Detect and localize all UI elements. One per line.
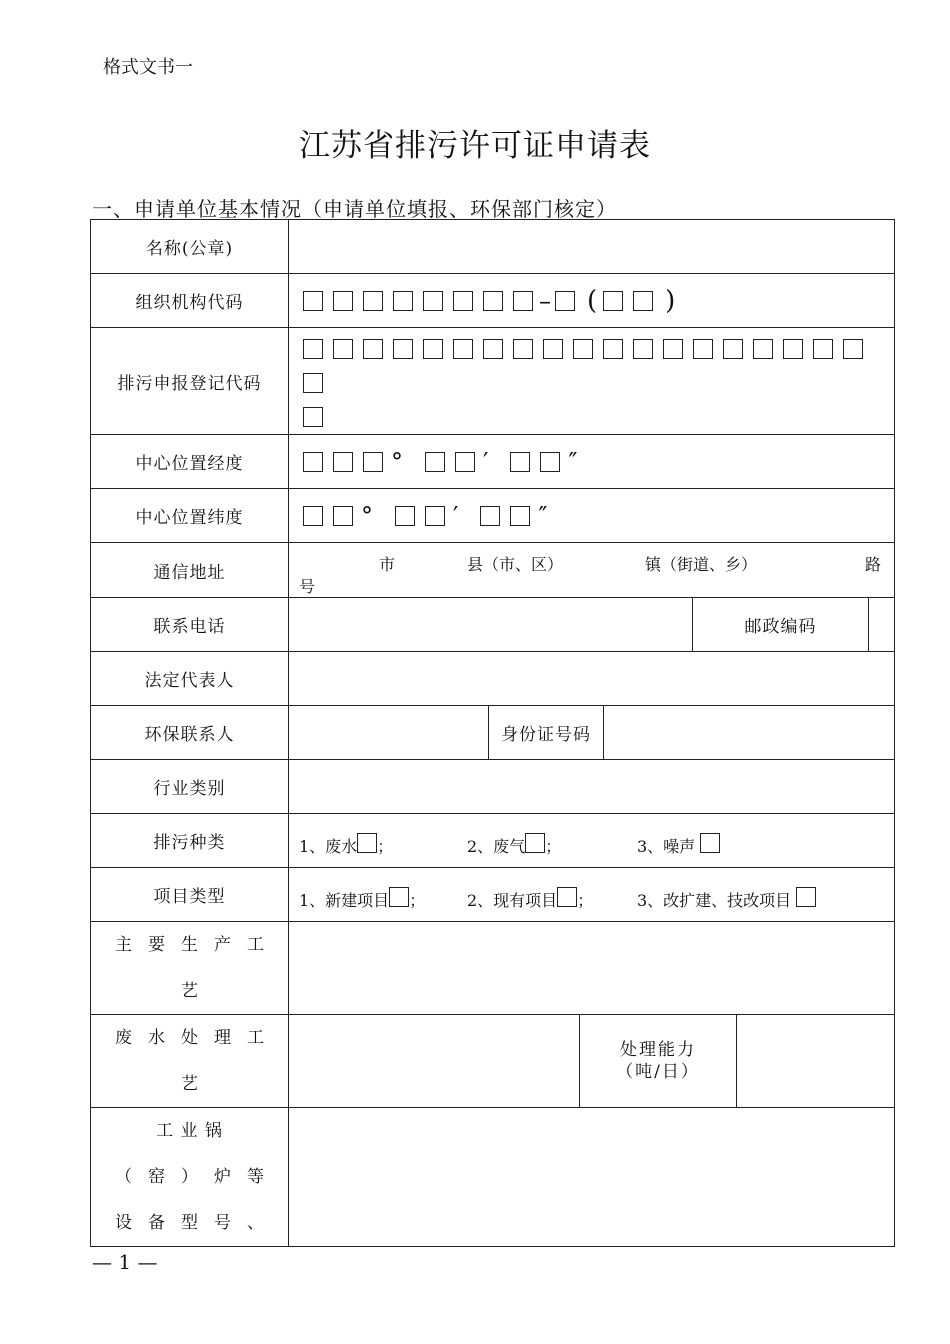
table-row: [91, 1015, 895, 1108]
table-row: [91, 489, 895, 543]
wastewater-checkbox[interactable]: [357, 833, 377, 853]
dash-symbol: –: [539, 286, 551, 315]
digit-box[interactable]: [303, 506, 323, 526]
second-symbol: ″: [538, 501, 548, 530]
new-project-checkbox[interactable]: [389, 887, 409, 907]
digit-box[interactable]: [393, 339, 413, 359]
address-field[interactable]: [289, 543, 895, 598]
table-row: [91, 1108, 895, 1247]
separator: ；: [577, 890, 594, 910]
pollutant-types-label: 排污种类: [91, 814, 289, 868]
digit-box[interactable]: [633, 339, 653, 359]
separator: ；: [545, 836, 562, 856]
separator: ；: [409, 890, 426, 910]
digit-box[interactable]: [483, 339, 503, 359]
main-process-label-line1: 主 要 生 产 工: [115, 935, 264, 955]
legal-rep-label: 法定代表人: [91, 652, 289, 706]
capacity-label: [580, 1015, 737, 1108]
address-town: 镇（街道、乡）: [645, 555, 758, 574]
table-row: [91, 543, 895, 598]
page-title: 江苏省排污许可证申请表: [299, 128, 651, 164]
address-road: 路: [865, 555, 882, 574]
digit-box[interactable]: [513, 291, 533, 311]
boiler-label-line2: （ 窑 ） 炉 等: [115, 1167, 264, 1187]
latitude-field[interactable]: [289, 489, 895, 543]
digit-box[interactable]: [333, 339, 353, 359]
pollutant-option-exhaust-gas: 2、废气: [467, 836, 526, 856]
digit-box[interactable]: [603, 291, 623, 311]
digit-box[interactable]: [453, 339, 473, 359]
id-number-field[interactable]: [604, 706, 895, 760]
table-row: [91, 922, 895, 1015]
digit-box[interactable]: [425, 452, 445, 472]
expansion-project-checkbox[interactable]: [796, 887, 816, 907]
digit-box[interactable]: [603, 339, 623, 359]
digit-box[interactable]: [555, 291, 575, 311]
org-code-label: 组织机构代码: [91, 274, 289, 328]
digit-box[interactable]: [363, 339, 383, 359]
digit-box[interactable]: [543, 339, 563, 359]
digit-box[interactable]: [333, 291, 353, 311]
digit-box[interactable]: [303, 339, 323, 359]
table-row: [91, 328, 895, 435]
reg-code-boxes: [289, 328, 894, 434]
industry-label: 行业类别: [91, 760, 289, 814]
digit-box[interactable]: [753, 339, 773, 359]
main-process-field[interactable]: [289, 922, 895, 1015]
postal-label: 邮政编码: [693, 598, 869, 652]
degree-symbol: °: [391, 447, 403, 476]
industry-field[interactable]: [289, 760, 895, 814]
address-label: 通信地址: [91, 543, 289, 598]
application-form-table: [90, 219, 895, 1247]
postal-field[interactable]: [869, 598, 895, 652]
name-label: 名称(公章): [91, 220, 289, 274]
longitude-boxes: [289, 442, 894, 482]
minute-symbol: ′: [483, 447, 489, 476]
digit-box[interactable]: [455, 452, 475, 472]
digit-box[interactable]: [510, 506, 530, 526]
digit-box[interactable]: [573, 339, 593, 359]
second-symbol: ″: [568, 447, 578, 476]
degree-symbol: °: [361, 501, 373, 530]
latitude-boxes: [289, 496, 894, 536]
digit-box[interactable]: [303, 373, 323, 393]
wastewater-process-label: [91, 1015, 289, 1108]
digit-box[interactable]: [453, 291, 473, 311]
wastewater-process-field[interactable]: [289, 1015, 580, 1108]
pollutant-option-wastewater: 1、废水: [299, 836, 358, 856]
contact-field[interactable]: [289, 706, 489, 760]
latitude-label: 中心位置纬度: [91, 489, 289, 543]
digit-box[interactable]: [393, 291, 413, 311]
address-county: 县（市、区）: [467, 555, 564, 574]
id-number-label: 身份证号码: [489, 706, 604, 760]
digit-box[interactable]: [513, 339, 533, 359]
digit-box[interactable]: [633, 291, 653, 311]
digit-box[interactable]: [483, 291, 503, 311]
table-row: [91, 274, 895, 328]
digit-box[interactable]: [540, 452, 560, 472]
longitude-label: 中心位置经度: [91, 435, 289, 489]
longitude-field[interactable]: [289, 435, 895, 489]
digit-box[interactable]: [333, 506, 353, 526]
table-row: [91, 868, 895, 922]
digit-box[interactable]: [363, 291, 383, 311]
exhaust-gas-checkbox[interactable]: [525, 833, 545, 853]
pollutant-types-field: [289, 814, 895, 868]
digit-box[interactable]: [363, 452, 383, 472]
boiler-field[interactable]: [289, 1108, 895, 1247]
page-number: — 1 —: [92, 1250, 158, 1274]
address-template: [289, 548, 894, 596]
existing-project-checkbox[interactable]: [557, 887, 577, 907]
table-row: [91, 598, 895, 652]
contact-label: 环保联系人: [91, 706, 289, 760]
noise-checkbox[interactable]: [700, 833, 720, 853]
digit-box[interactable]: [303, 407, 323, 427]
phone-field[interactable]: [289, 598, 693, 652]
digit-box[interactable]: [510, 452, 530, 472]
boiler-label-line1: 工 业 锅: [156, 1121, 223, 1141]
digit-box[interactable]: [663, 339, 683, 359]
digit-box[interactable]: [693, 339, 713, 359]
project-type-field: [289, 868, 895, 922]
digit-box[interactable]: [813, 339, 833, 359]
project-option-expansion: 3、改扩建、技改项目: [637, 890, 792, 910]
boiler-label-line3: 设 备 型 号 、: [115, 1213, 264, 1233]
table-row: [91, 814, 895, 868]
name-field[interactable]: [289, 220, 895, 274]
table-row: [91, 652, 895, 706]
digit-box[interactable]: [423, 291, 443, 311]
table-row: [91, 760, 895, 814]
left-paren: (: [587, 285, 598, 316]
digit-box[interactable]: [333, 452, 353, 472]
right-paren: ): [665, 285, 676, 316]
table-row: [91, 435, 895, 489]
address-city: 市: [379, 555, 396, 574]
digit-box[interactable]: [303, 452, 323, 472]
minute-symbol: ′: [453, 501, 459, 530]
org-code-field[interactable]: [289, 274, 895, 328]
capacity-field[interactable]: [737, 1015, 895, 1108]
project-type-label: 项目类型: [91, 868, 289, 922]
capacity-label-line2: （吨/日）: [616, 1062, 700, 1082]
pollutant-option-noise: 3、噪声: [637, 836, 696, 856]
capacity-label-line1: 处理能力: [620, 1040, 696, 1060]
digit-box[interactable]: [843, 339, 863, 359]
digit-box[interactable]: [395, 506, 415, 526]
table-row: [91, 706, 895, 760]
reg-code-field[interactable]: [289, 328, 895, 435]
project-option-new: 1、新建项目: [299, 890, 390, 910]
table-row: [91, 220, 895, 274]
reg-code-label: 排污申报登记代码: [91, 328, 289, 435]
address-number: 号: [299, 577, 316, 596]
separator: ；: [377, 836, 394, 856]
boiler-label: [91, 1108, 289, 1247]
wastewater-process-label-line2: 艺: [181, 1074, 198, 1094]
phone-label: 联系电话: [91, 598, 289, 652]
digit-box[interactable]: [723, 339, 743, 359]
digit-box[interactable]: [480, 506, 500, 526]
main-process-label-line2: 艺: [181, 981, 198, 1001]
org-code-boxes: [289, 281, 894, 321]
document-format-label: 格式文书一: [103, 57, 193, 78]
main-process-label: [91, 922, 289, 1015]
section-heading: 一、申请单位基本情况（申请单位填报、环保部门核定）: [92, 197, 617, 221]
digit-box[interactable]: [425, 506, 445, 526]
wastewater-process-label-line1: 废 水 处 理 工: [115, 1028, 264, 1048]
legal-rep-field[interactable]: [289, 652, 895, 706]
digit-box[interactable]: [783, 339, 803, 359]
project-option-existing: 2、现有项目: [467, 890, 558, 910]
digit-box[interactable]: [423, 339, 443, 359]
digit-box[interactable]: [303, 291, 323, 311]
